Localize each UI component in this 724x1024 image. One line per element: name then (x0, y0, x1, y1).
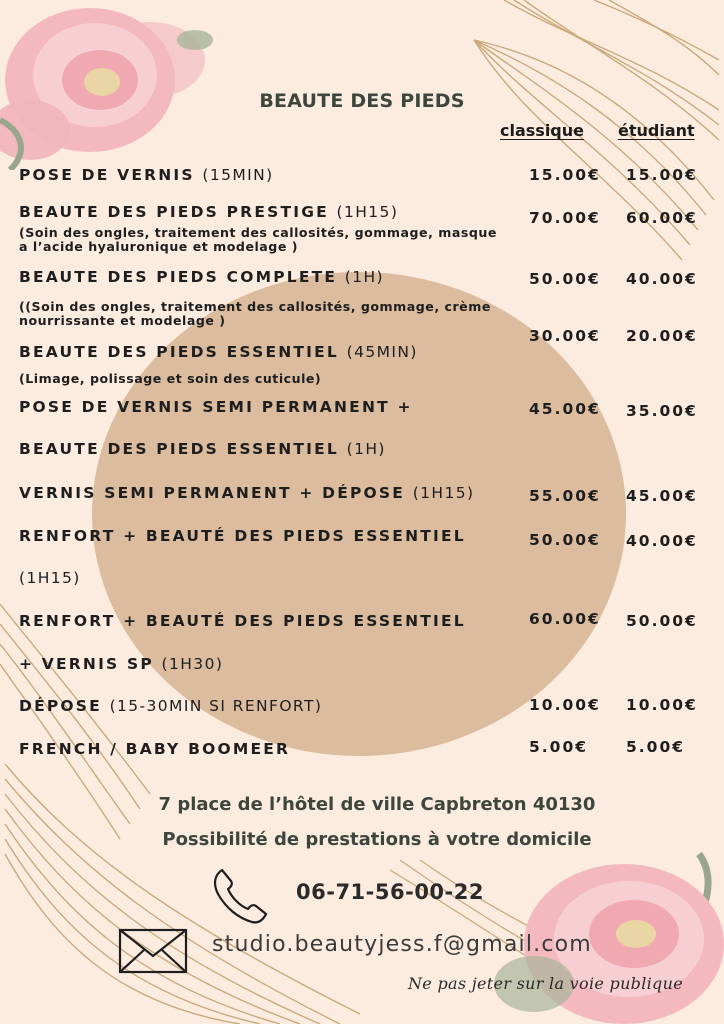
peony-flower-icon (494, 834, 724, 1024)
price-classic: 60.00€ (529, 610, 601, 628)
palm-leaf-icon (444, 0, 724, 300)
price-classic: 50.00€ (529, 531, 601, 549)
address: 7 place de l’hôtel de ville Capbreton 40130 (158, 794, 596, 815)
page-title: BEAUTE DES PIEDS (259, 90, 465, 112)
phone-number[interactable]: 06-71-56-00-22 (296, 880, 484, 904)
service-name-continued: BEAUTE DES PIEDS ESSENTIEL (1H) (19, 440, 386, 458)
price-student: 50.00€ (626, 612, 698, 630)
service-name: POSE DE VERNIS (15MIN) (19, 166, 274, 184)
price-student: 60.00€ (626, 209, 698, 227)
price-classic: 50.00€ (529, 270, 601, 288)
price-student: 15.00€ (626, 166, 698, 184)
service-name: VERNIS SEMI PERMANENT + DÉPOSE (1H15) (19, 484, 475, 502)
service-name: DÉPOSE (15-30MIN SI RENFORT) (19, 697, 323, 715)
envelope-icon[interactable] (118, 928, 188, 974)
service-name: RENFORT + BEAUTÉ DES PIEDS ESSENTIEL (19, 527, 466, 545)
price-student: 10.00€ (626, 696, 698, 714)
price-classic: 10.00€ (529, 696, 601, 714)
service-name: BEAUTE DES PIEDS ESSENTIEL (45MIN) (19, 343, 418, 361)
price-classic: 70.00€ (529, 209, 601, 227)
email-address[interactable]: studio.beautyjess.f@gmail.com (212, 932, 592, 957)
service-note: (Soin des ongles, traitement des callosités, gommage, masque a l’acide hyaluronique et modelage ) (19, 225, 497, 254)
home-service-note: Possibilité de prestations à votre domicile (162, 829, 592, 850)
price-student: 35.00€ (626, 402, 698, 420)
column-header-classic: classique (500, 121, 584, 140)
price-classic: 55.00€ (529, 487, 601, 505)
service-name: POSE DE VERNIS SEMI PERMANENT + (19, 398, 413, 416)
price-classic: 30.00€ (529, 327, 601, 345)
disclaimer: Ne pas jeter sur la voie publique (408, 974, 683, 993)
service-note: (Limage, polissage et soin des cuticule) (19, 371, 322, 386)
phone-icon[interactable] (208, 864, 270, 926)
service-name: BEAUTE DES PIEDS PRESTIGE (1H15) (19, 203, 399, 221)
service-name-continued: + VERNIS SP (1H30) (19, 655, 224, 673)
price-student: 20.00€ (626, 327, 698, 345)
service-note: ((Soin des ongles, traitement des callosités, gommage, crème nourrissante et modelage ) (19, 299, 491, 328)
price-student: 5.00€ (626, 738, 686, 756)
price-classic: 5.00€ (529, 738, 589, 756)
price-classic: 15.00€ (529, 166, 601, 184)
peony-flower-icon (0, 0, 220, 170)
service-name: RENFORT + BEAUTÉ DES PIEDS ESSENTIEL (19, 612, 466, 630)
column-header-student: étudiant (618, 121, 695, 140)
price-student: 40.00€ (626, 270, 698, 288)
price-classic: 45.00€ (529, 400, 601, 418)
service-name: BEAUTE DES PIEDS COMPLETE (1H) (19, 268, 385, 286)
price-student: 40.00€ (626, 532, 698, 550)
price-student: 45.00€ (626, 487, 698, 505)
service-name: FRENCH / BABY BOOMEER (19, 740, 291, 758)
service-duration: (1H15) (19, 569, 81, 587)
